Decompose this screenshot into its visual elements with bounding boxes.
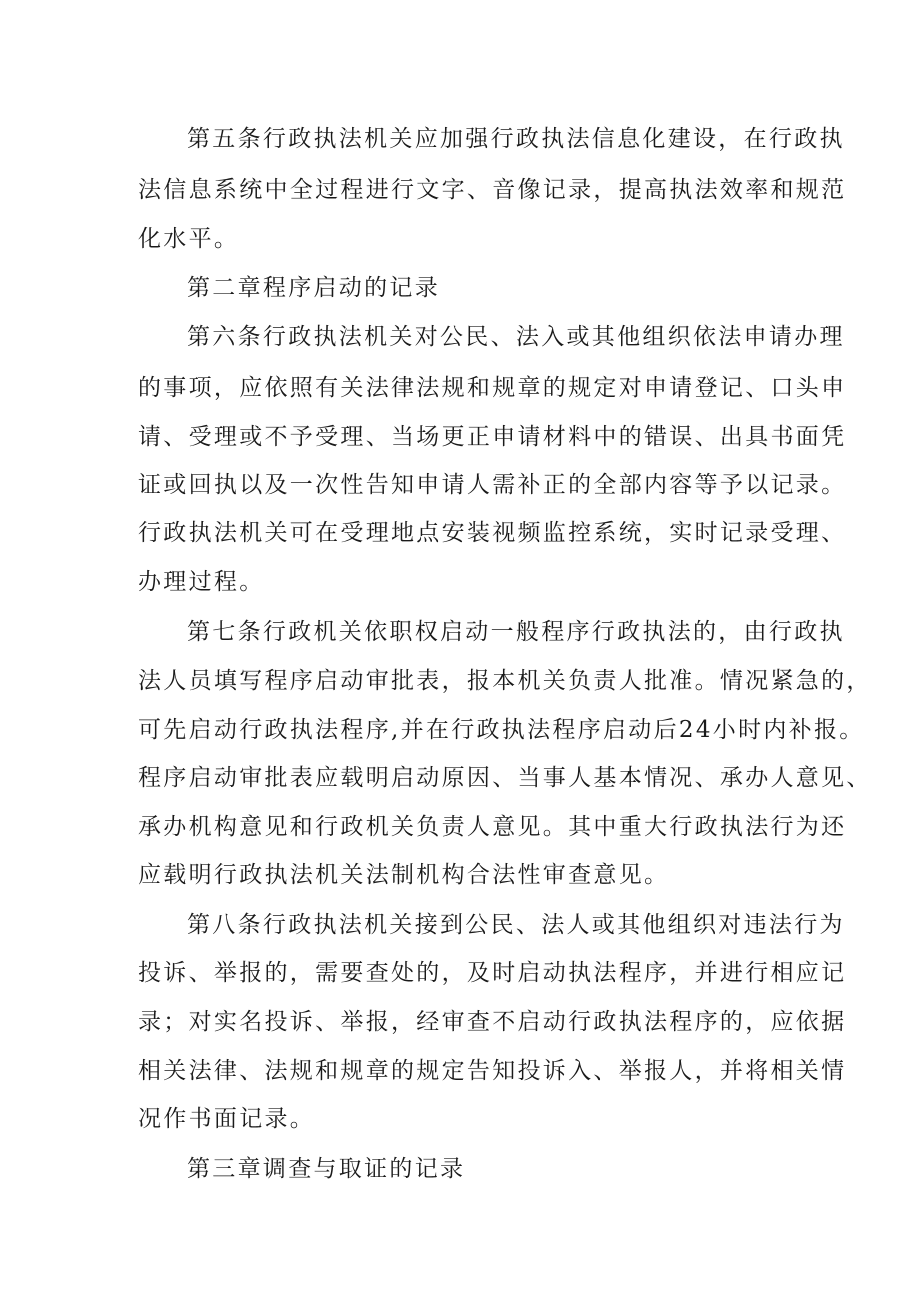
text-line: 法信息系统中全过程进行文字、音像记录，提高执法效率和规范 — [138, 177, 847, 203]
text-line: 况作书面记录。 — [138, 1106, 316, 1132]
text-line: 程序启动审批表应载明启动原因、当事人基本情况、承办人意见、 — [138, 765, 872, 791]
text-line: 的事项，应依照有关法律法规和规章的规定对申请登记、口头申 — [138, 375, 847, 401]
chapter-heading: 第三章调查与取证的记录 — [187, 1156, 466, 1182]
text-line: 证或回执以及一次性告知申请人需补正的全部内容等予以记录。 — [138, 472, 847, 498]
text-line: 第六条行政执法机关对公民、法入或其他组织依法申请办理 — [187, 324, 845, 350]
text-line: 办理过程。 — [138, 569, 265, 595]
text-line: 相关法律、法规和规章的规定告知投诉入、举报人，并将相关情 — [138, 1058, 847, 1084]
text-line: 第五条行政执法机关应加强行政执法信息化建设，在行政执 — [187, 126, 845, 152]
text-line: 请、受理或不予受理、当场更正申请材料中的错误、出具书面凭 — [138, 424, 847, 450]
text-line: 第七条行政机关依职权启动一般程序行政执法的，由行政执 — [187, 619, 845, 645]
text-line: 可先启动行政执法程序,并在行政执法程序启动后24小时内补报。 — [138, 717, 865, 743]
text-line: 行政执法机关可在受理地点安装视频监控系统，实时记录受理、 — [138, 520, 847, 546]
text-line: 化水平。 — [138, 226, 240, 252]
text-line: 法人员填写程序启动审批表，报本机关负责人批准。情况紧急的， — [138, 668, 872, 694]
text-line: 应载明行政执法机关法制机构合法性审查意见。 — [138, 862, 670, 888]
chapter-heading: 第二章程序启动的记录 — [187, 275, 440, 301]
text-line: 第八条行政执法机关接到公民、法人或其他组织对违法行为 — [187, 912, 845, 938]
text-line: 投诉、举报的，需要查处的，及时启动执法程序，并进行相应记 — [138, 960, 847, 986]
text-line: 录；对实名投诉、举报，经审查不启动行政执法程序的，应依据 — [138, 1009, 847, 1035]
text-line: 承办机构意见和行政机关负责人意见。其中重大行政执法行为还 — [138, 814, 847, 840]
